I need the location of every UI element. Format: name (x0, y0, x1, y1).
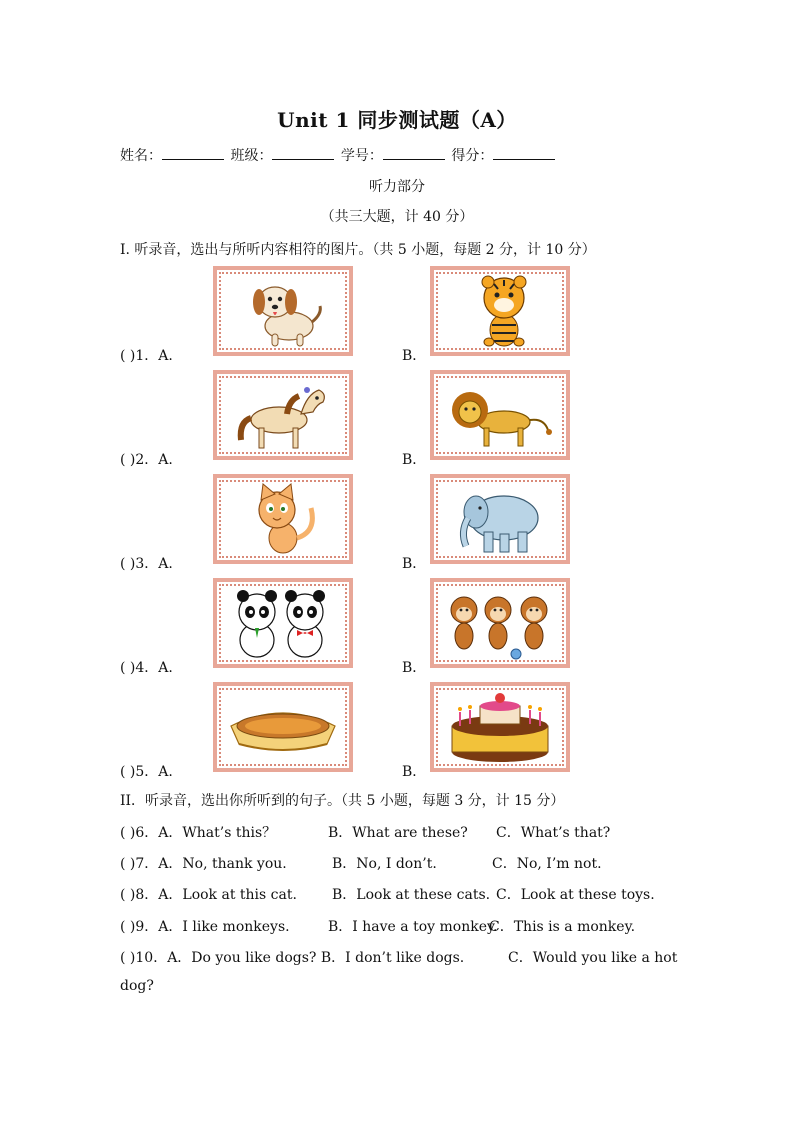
q10-continuation: dog? (120, 978, 154, 994)
q1-prefix: ( )1．A. (120, 348, 173, 364)
section-subheading: （共三大题，计 40 分） (320, 209, 474, 225)
q5-option-b-label: B． (402, 764, 427, 780)
q9-option-c: C．This is a monkey. (489, 919, 636, 935)
score-label: 得分： (451, 148, 494, 164)
horse-icon (217, 374, 349, 456)
class-blank[interactable] (272, 147, 334, 160)
q2-option-b-label: B． (402, 452, 427, 468)
part2-instruction: II．听录音，选出你所听到的句子。（共 5 小题，每题 3 分，计 15 分） (120, 793, 565, 809)
q1-option-a-dog-picture (213, 266, 353, 356)
student-number-label: 学号： (340, 148, 383, 164)
q7-option-b: B．No, I don’t. (332, 856, 437, 872)
lion-icon (434, 374, 566, 456)
cat-icon (217, 478, 349, 560)
q9-row (120, 916, 636, 936)
q3-prefix: ( )3．A. (120, 556, 173, 572)
q1-option-b-label: B． (402, 348, 427, 364)
q3-option-a-cat-picture (213, 474, 353, 564)
dog-icon (217, 270, 349, 352)
q9-option-b: B．I have a toy monkey. (328, 919, 498, 935)
q5-option-a-pie-picture (213, 682, 353, 772)
q5-option-b-birthday-cake-picture (430, 682, 570, 772)
q6-option-c: C．What’s that? (496, 825, 611, 841)
tiger-icon (434, 270, 566, 352)
q7-option-c: C．No, I’m not. (492, 856, 602, 872)
name-blank[interactable] (162, 147, 224, 160)
q6-option-a: ( )6．A．What’s this？ (120, 825, 277, 841)
q10-row (120, 947, 678, 967)
class-label: 班级： (230, 148, 273, 164)
student-info-row (120, 145, 557, 165)
q5-prefix: ( )5．A. (120, 764, 173, 780)
q2-option-b-lion-picture (430, 370, 570, 460)
elephant-icon (434, 478, 566, 560)
q6-row (120, 822, 611, 842)
student-number-blank[interactable] (383, 147, 445, 160)
q8-option-b: B．Look at these cats. (332, 887, 491, 903)
name-label: 姓名： (120, 148, 162, 164)
q8-option-a: ( )8．A．Look at this cat. (120, 887, 297, 903)
q7-row (120, 853, 602, 873)
q4-option-a-pandas-picture (213, 578, 353, 668)
q10-option-c: C．Would you like a hot (508, 950, 678, 966)
q8-row (120, 884, 655, 904)
q7-option-a: ( )7．A．No, thank you. (120, 856, 287, 872)
q2-option-a-horse-picture (213, 370, 353, 460)
monkeys-icon (434, 582, 566, 664)
q3-option-b-elephant-picture (430, 474, 570, 564)
birthday-cake-icon (434, 686, 566, 768)
score-blank[interactable] (493, 147, 555, 160)
q10-options-a-b: ( )10．A．Do you like dogs? B．I don’t like dogs. (120, 950, 465, 966)
page-title: Unit 1 同步测试题（A） (277, 108, 517, 132)
q6-option-b: B．What are these? (328, 825, 468, 841)
q8-option-c: C．Look at these toys. (496, 887, 655, 903)
q4-option-b-monkeys-picture (430, 578, 570, 668)
pie-icon (217, 686, 349, 768)
q3-option-b-label: B． (402, 556, 427, 572)
section-heading: 听力部分 (369, 179, 425, 195)
q2-prefix: ( )2．A. (120, 452, 173, 468)
q1-option-b-tiger-picture (430, 266, 570, 356)
q9-option-a: ( )9．A．I like monkeys. (120, 919, 290, 935)
q4-option-b-label: B． (402, 660, 427, 676)
pandas-icon (217, 582, 349, 664)
q4-prefix: ( )4．A. (120, 660, 173, 676)
part1-instruction: I. 听录音，选出与所听内容相符的图片。（共 5 小题，每题 2 分，计 10 分） (120, 242, 596, 258)
